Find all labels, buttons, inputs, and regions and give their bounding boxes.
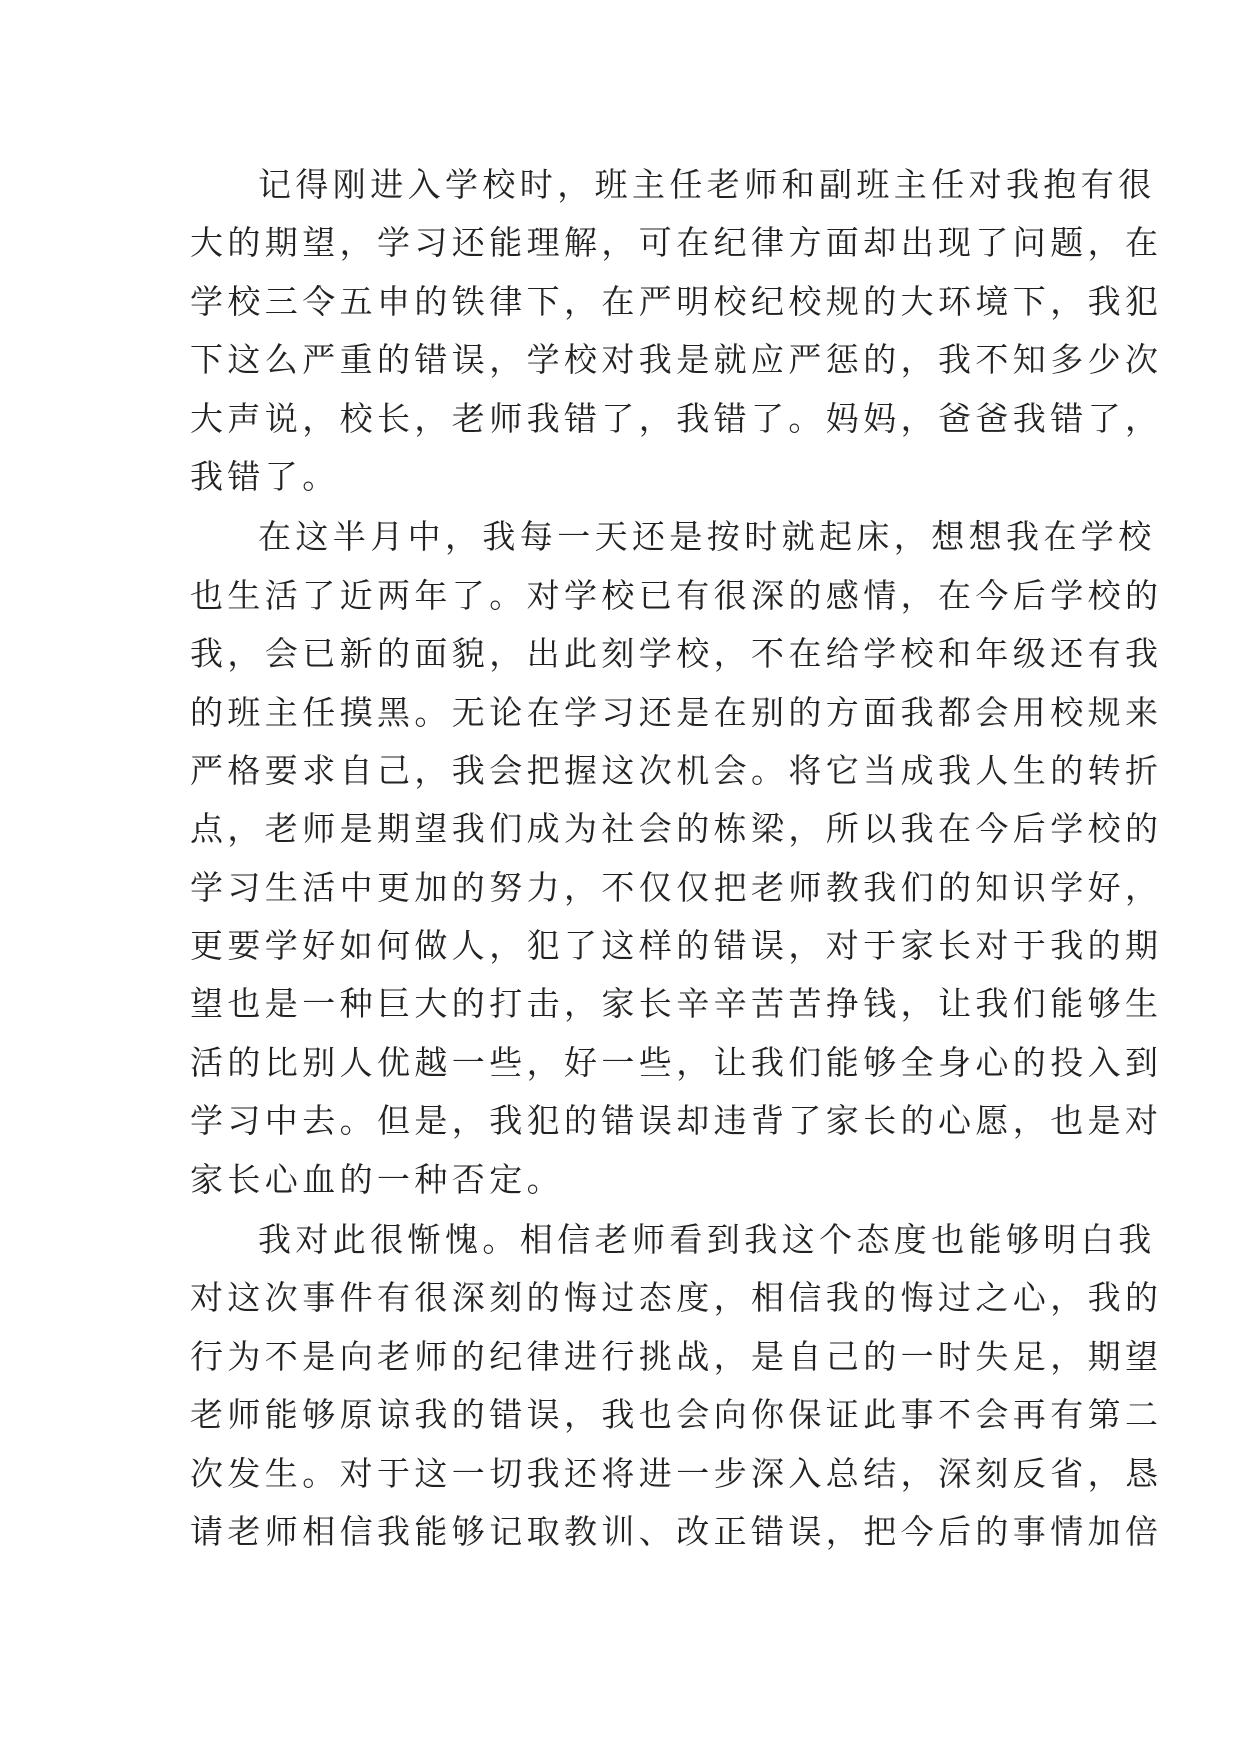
- text-line: 老师能够原谅我的错误，我也会向你保证此事不会再有第二: [190, 1395, 1163, 1435]
- text-line: 大的期望，学习还能理解，可在纪律方面却出现了问题，在: [190, 223, 1163, 263]
- text-line: 望也是一种巨大的打击，家长辛辛苦苦挣钱，让我们能够生: [190, 984, 1163, 1024]
- text-line: 我对此很惭愧。相信老师看到我这个态度也能够明白我: [258, 1220, 1156, 1260]
- text-line: 我，会已新的面貌，出此刻学校，不在给学校和年级还有我: [190, 634, 1163, 674]
- text-line: 请老师相信我能够记取教训、改正错误，把今后的事情加倍: [190, 1511, 1163, 1551]
- text-line: 对这次事件有很深刻的悔过态度，相信我的悔过之心，我的: [190, 1278, 1163, 1318]
- text-line: 学习中去。但是，我犯的错误却违背了家长的心愿，也是对: [190, 1101, 1163, 1141]
- text-line: 家长心血的一种否定。: [190, 1159, 564, 1199]
- text-line: 我错了。: [190, 456, 340, 496]
- text-line: 下这么严重的错误，学校对我是就应严惩的，我不知多少次: [190, 340, 1163, 380]
- text-line: 次发生。对于这一切我还将进一步深入总结，深刻反省，恳: [190, 1453, 1163, 1493]
- text-line: 也生活了近两年了。对学校已有很深的感情，在今后学校的: [190, 575, 1163, 615]
- text-line: 学校三令五申的铁律下，在严明校纪校规的大环境下，我犯: [190, 281, 1163, 321]
- text-line: 记得刚进入学校时，班主任老师和副班主任对我抱有很: [258, 165, 1156, 204]
- text-line: 学习生活中更加的努力，不仅仅把老师教我们的知识学好，: [190, 867, 1163, 907]
- paragraph-1: [190, 156, 1163, 506]
- body-text: [190, 156, 1163, 1561]
- text-line: 活的比别人优越一些，好一些，让我们能够全身心的投入到: [190, 1042, 1163, 1082]
- paragraph-3: [190, 1211, 1163, 1561]
- text-line: 行为不是向老师的纪律进行挑战，是自己的一时失足，期望: [190, 1336, 1163, 1376]
- text-line: 严格要求自己，我会把握这次机会。将它当成我人生的转折: [190, 750, 1163, 790]
- text-line: 大声说，校长，老师我错了，我错了。妈妈，爸爸我错了，: [190, 398, 1163, 438]
- text-line: 的班主任摸黑。无论在学习还是在别的方面我都会用校规来: [190, 692, 1163, 732]
- paragraph-2: [190, 508, 1163, 1209]
- text-line: 在这半月中，我每一天还是按时就起床，想想我在学校: [258, 517, 1156, 557]
- text-line: 更要学好如何做人，犯了这样的错误，对于家长对于我的期: [190, 926, 1163, 966]
- text-line: 点，老师是期望我们成为社会的栋梁，所以我在今后学校的: [190, 809, 1163, 849]
